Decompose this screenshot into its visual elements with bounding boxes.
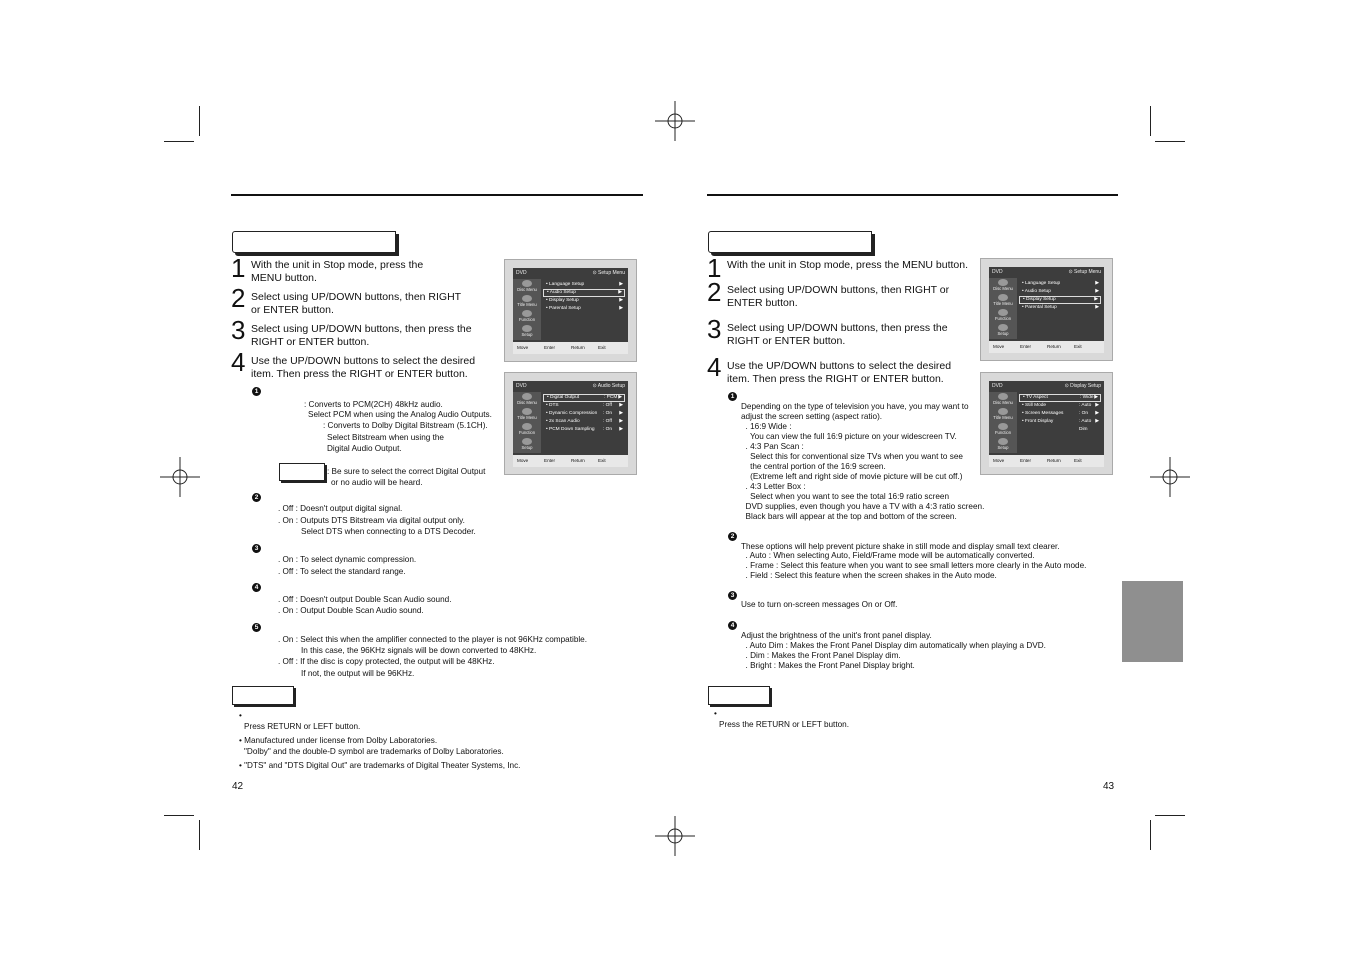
item-marker: 2 (728, 532, 737, 541)
item-line: Digital Audio Output. (327, 444, 402, 453)
menu-row (543, 305, 625, 313)
step-text: Select using UP/DOWN buttons, then RIGHT or ENTER button. (727, 284, 950, 309)
footer-hint: Return (1047, 458, 1061, 463)
header-rule-left (231, 194, 643, 196)
item-line: (Extreme left and right side of movie picture will be cut off.) (741, 472, 963, 481)
menu-row (543, 402, 625, 410)
sidebar-menu-label: Function (994, 430, 1012, 435)
sidebar-menu-item (515, 423, 539, 437)
disc-icon (522, 393, 532, 400)
screen-header (989, 267, 1104, 278)
sidebar-menu-item (991, 309, 1015, 323)
arrow-right-icon: ▶ (619, 282, 623, 287)
footer-hint: Move (993, 458, 1005, 463)
screen-footer (989, 455, 1104, 467)
chapter-tab (1122, 581, 1183, 662)
arrow-right-icon: ▶ (618, 395, 622, 400)
step-number: 2 (707, 277, 722, 307)
menu-row-value: : Auto (1079, 403, 1092, 408)
footer-hint: Move (993, 344, 1005, 349)
step-number: 4 (707, 352, 722, 382)
item-line: Depending on the type of television you have, you may want to (741, 402, 969, 411)
item-line: Select this for conventional size TVs when you want to see (741, 452, 963, 461)
registration-target-icon (655, 101, 695, 141)
sidebar-menu-label: Title Menu (993, 301, 1013, 306)
menu-row (1019, 288, 1101, 296)
arrow-right-icon: ▶ (619, 298, 623, 303)
crop-mark (199, 820, 200, 850)
disc-icon (522, 438, 532, 445)
arrow-right-icon: ▶ (618, 290, 622, 295)
disc-icon (998, 408, 1008, 415)
footer-hint: Exit (598, 345, 606, 350)
disc-icon (998, 309, 1008, 316)
screen-brand: DVD (992, 269, 1003, 275)
disc-icon (998, 438, 1008, 445)
section-title-tab (232, 231, 396, 253)
menu-row (1019, 418, 1101, 432)
note-line: Press RETURN or LEFT button. (244, 722, 361, 731)
crop-mark (1155, 141, 1185, 142)
sidebar-menu-label: Setup (521, 445, 533, 450)
menu-row-label: • Audio Setup (1022, 289, 1051, 294)
footer-hint: Exit (1074, 458, 1082, 463)
screen-menu-list (1019, 280, 1103, 338)
disc-icon (522, 310, 532, 317)
screen-title: ⊙ Setup Menu (592, 270, 625, 276)
item-line: You can view the full 16:9 picture on your widescreen TV. (741, 432, 957, 441)
sidebar-menu-label: Disc Menu (993, 286, 1013, 291)
sidebar-menu-item (515, 280, 539, 294)
step-number: 2 (231, 283, 246, 313)
screen-header (989, 381, 1104, 392)
screen-footer (513, 342, 628, 354)
page-number: 43 (1103, 781, 1115, 792)
menu-row (543, 289, 625, 297)
footer-hint: Return (571, 345, 585, 350)
registration-target-icon (160, 457, 200, 497)
crop-mark (1150, 106, 1151, 136)
crop-mark (164, 815, 194, 816)
item-line: Select Bitstream when using the (327, 433, 444, 442)
item-line: . Auto Dim : Makes the Front Panel Display dim automatically when playing a DVD. (741, 641, 1046, 650)
note-line: "Dolby" and the double-D symbol are trademarks of Dolby Laboratories. (244, 747, 504, 756)
arrow-right-icon: ▶ (1095, 305, 1099, 310)
tv-screen (513, 381, 628, 467)
caution-box (279, 463, 325, 481)
sidebar-menu-label: Setup (997, 331, 1009, 336)
step-number: 1 (231, 253, 246, 283)
item-line: . Frame : Select this feature when you want to see small letters more clearly in the Auto mode. (741, 561, 1087, 570)
screen-brand: DVD (516, 383, 527, 389)
menu-row-value: : On (603, 427, 613, 432)
sidebar-menu-label: Setup (997, 445, 1009, 450)
menu-row-value: : Wide (1080, 395, 1094, 400)
item-marker: 1 (728, 392, 737, 401)
item-marker: 1 (252, 387, 261, 396)
screen-menu-list (1019, 394, 1103, 452)
menu-row-label: • Front Display (1022, 419, 1054, 424)
menu-row (543, 410, 625, 418)
step-text: With the unit in Stop mode, press the MENU button. (727, 259, 969, 271)
sidebar-menu-label: Title Menu (993, 415, 1013, 420)
menu-row-value: : PCM (604, 395, 618, 400)
registration-target-icon (655, 816, 695, 856)
item-line: . Off : Doesn't output digital signal. (278, 504, 403, 513)
crop-mark (1150, 820, 1151, 850)
menu-row-label: • Parental Setup (546, 306, 581, 311)
sidebar-menu-item (991, 324, 1015, 338)
menu-row (1019, 280, 1101, 288)
screen-title: ⊙ Audio Setup (592, 383, 625, 389)
display-setup-screen (980, 372, 1113, 475)
step-number: 3 (707, 314, 722, 344)
item-line: Select PCM when using the Analog Audio Outputs. (308, 410, 492, 419)
sidebar-menu-item (515, 438, 539, 452)
item-line: DVD supplies, even though you have a TV with a 4:3 ratio screen. (741, 502, 985, 511)
disc-icon (522, 408, 532, 415)
sidebar-menu-label: Disc Menu (517, 287, 537, 292)
page-number: 42 (232, 781, 244, 792)
menu-row-label: • Audio Setup (547, 290, 576, 295)
step-text: Select using UP/DOWN buttons, then press the RIGHT or ENTER button. (727, 322, 948, 347)
disc-icon (998, 393, 1008, 400)
menu-row (1019, 394, 1101, 402)
footer-hint: Exit (598, 458, 606, 463)
screen-footer (513, 455, 628, 467)
item-line: These options will help prevent picture shake in still mode and display small text clearer. (741, 542, 1060, 551)
menu-row (543, 394, 625, 402)
step-number: 4 (231, 347, 246, 377)
caution-text: or no audio will be heard. (331, 478, 423, 487)
footer-hint: Enter (544, 345, 555, 350)
disc-icon (998, 423, 1008, 430)
menu-row-label: • Display Setup (546, 298, 579, 303)
menu-row-value: : Off (603, 419, 612, 424)
arrow-right-icon: ▶ (1094, 395, 1098, 400)
arrow-right-icon: ▶ (619, 411, 623, 416)
menu-row (1019, 410, 1101, 418)
step-text: Use the UP/DOWN buttons to select the desired item. Then press the RIGHT or ENTER button. (251, 355, 476, 380)
arrow-right-icon: ▶ (1094, 297, 1098, 302)
menu-row (1019, 296, 1101, 304)
footer-hint: Return (571, 458, 585, 463)
item-line: . On : Outputs DTS Bitstream via digital output only. (278, 516, 465, 525)
note-line: • Manufactured under license from Dolby Laboratories. (239, 736, 438, 745)
disc-icon (522, 325, 532, 332)
step-number: 1 (707, 253, 722, 283)
arrow-right-icon: ▶ (619, 419, 623, 424)
item-line: the central portion of the 16:9 screen. (741, 462, 886, 471)
item-line: . 4:3 Letter Box : (741, 482, 806, 491)
item-marker: 4 (728, 621, 737, 630)
footer-hint: Enter (1020, 458, 1031, 463)
sidebar-menu-label: Function (518, 317, 536, 322)
item-line: Select when you want to see the total 16:9 ratio screen (741, 492, 949, 501)
disc-icon (998, 324, 1008, 331)
note-box (708, 686, 770, 705)
screen-title: ⊙ Display Setup (1064, 383, 1101, 389)
arrow-right-icon: ▶ (1095, 289, 1099, 294)
sidebar-menu-item (515, 310, 539, 324)
arrow-right-icon: ▶ (619, 427, 623, 432)
sidebar-menu-item (991, 438, 1015, 452)
item-marker: 2 (252, 493, 261, 502)
screen-brand: DVD (992, 383, 1003, 389)
crop-mark (199, 106, 200, 136)
disc-icon (522, 280, 532, 287)
menu-row (1019, 304, 1101, 312)
disc-icon (522, 423, 532, 430)
menu-row-label: • Language Setup (546, 282, 585, 287)
menu-row-value: : Off (603, 403, 612, 408)
arrow-right-icon: ▶ (1095, 419, 1099, 424)
item-line: adjust the screen setting (aspect ratio). (741, 412, 883, 421)
footer-hint: Move (517, 345, 529, 350)
footer-hint: Enter (1020, 344, 1031, 349)
screen-title: ⊙ Setup Menu (1068, 269, 1101, 275)
item-line: If not, the output will be 96KHz. (301, 669, 415, 678)
note-line: Press the RETURN or LEFT button. (719, 720, 849, 729)
step-text: Use the UP/DOWN buttons to select the desired item. Then press the RIGHT or ENTER button. (727, 360, 952, 385)
arrow-right-icon: ▶ (1095, 281, 1099, 286)
tv-screen (989, 381, 1104, 467)
menu-row-label: • Still Mode (1022, 403, 1047, 408)
sidebar-menu-item (515, 408, 539, 422)
registration-target-icon (1150, 457, 1190, 497)
screen-menu-list (543, 394, 627, 452)
item-line: . On : Output Double Scan Audio sound. (278, 606, 424, 615)
sidebar-menu-item (515, 325, 539, 339)
screen-brand: DVD (516, 270, 527, 276)
sidebar-menu-label: Disc Menu (993, 400, 1013, 405)
step-text: With the unit in Stop mode, press the MENU button. (251, 259, 424, 284)
sidebar-menu-label: Title Menu (517, 302, 537, 307)
screen-header (513, 381, 628, 392)
footer-hint: Exit (1074, 344, 1082, 349)
item-line: . On : To select dynamic compression. (278, 555, 417, 564)
item-line: Adjust the brightness of the unit's front panel display. (741, 631, 932, 640)
note-box (232, 686, 294, 705)
item-line: Select DTS when connecting to a DTS Decoder. (301, 527, 476, 536)
screen-sidebar (513, 392, 541, 453)
crop-mark (1155, 815, 1185, 816)
screen-sidebar (513, 279, 541, 340)
note-line: • (239, 711, 242, 720)
menu-row-label: • 2x Scan Audio (546, 419, 580, 424)
item-line: . Off : Doesn't output Double Scan Audio sound. (278, 595, 452, 604)
disc-icon (998, 294, 1008, 301)
screen-sidebar (989, 278, 1017, 339)
item-line: : Converts to Dolby Digital Bitstream (5.1CH). (323, 421, 488, 430)
item-line: . 16:9 Wide : (741, 422, 792, 431)
sidebar-menu-item (991, 408, 1015, 422)
item-line: . 4:3 Pan Scan : (741, 442, 804, 451)
caution-text: : Be sure to select the correct Digital Output (327, 467, 486, 476)
item-line: . Auto : When selecting Auto, Field/Frame mode will be automatically converted. (741, 551, 1035, 560)
item-line: In this case, the 96KHz signals will be down converted to 48KHz. (301, 646, 537, 655)
footer-hint: Move (517, 458, 529, 463)
menu-row-label: • TV Aspect (1023, 395, 1048, 400)
step-number: 3 (231, 315, 246, 345)
item-line: . Off : If the disc is copy protected, the output will be 48KHz. (278, 657, 495, 666)
crop-mark (164, 141, 194, 142)
sidebar-menu-item (991, 423, 1015, 437)
item-line: Use to turn on-screen messages On or Off. (741, 600, 898, 609)
sidebar-menu-label: Function (994, 316, 1012, 321)
menu-row (543, 281, 625, 289)
tv-screen (513, 268, 628, 354)
item-marker: 3 (252, 544, 261, 553)
header-rule-right (707, 194, 1118, 196)
arrow-right-icon: ▶ (1095, 411, 1099, 416)
item-marker: 3 (728, 591, 737, 600)
screen-footer (989, 341, 1104, 353)
sidebar-menu-item (991, 279, 1015, 293)
menu-row-value: : On (1079, 411, 1089, 416)
item-line: . On : Select this when the amplifier connected to the player is not 96KHz compatible. (278, 635, 588, 644)
menu-row-label: • Dynamic Compression (546, 411, 598, 416)
sidebar-menu-item (515, 295, 539, 309)
sidebar-menu-label: Title Menu (517, 415, 537, 420)
menu-row-value: : Auto Dim (1079, 419, 1092, 432)
sidebar-menu-label: Setup (521, 332, 533, 337)
screen-sidebar (989, 392, 1017, 453)
setup-menu-screen (504, 259, 637, 362)
item-line: . Field : Select this feature when the screen shakes in the Auto mode. (741, 571, 997, 580)
footer-hint: Enter (544, 458, 555, 463)
menu-row (1019, 402, 1101, 410)
section-title-tab (708, 231, 872, 253)
menu-row (543, 297, 625, 305)
arrow-right-icon: ▶ (619, 306, 623, 311)
disc-icon (998, 279, 1008, 286)
tv-screen (989, 267, 1104, 353)
note-line: • (714, 709, 717, 718)
footer-hint: Return (1047, 344, 1061, 349)
menu-row-label: • Language Setup (1022, 281, 1061, 286)
step-text: Select using UP/DOWN buttons, then RIGHT or ENTER button. (251, 291, 461, 316)
sidebar-menu-label: Function (518, 430, 536, 435)
menu-row-label: • Digital Output (547, 395, 580, 400)
item-line: . Bright : Makes the Front Panel Display bright. (741, 661, 915, 670)
menu-row-label: • Screen Messages (1022, 411, 1064, 416)
menu-row-label: • Parental Setup (1022, 305, 1057, 310)
item-marker: 4 (252, 583, 261, 592)
sidebar-menu-item (991, 294, 1015, 308)
item-line: : Converts to PCM(2CH) 48kHz audio. (304, 400, 443, 409)
audio-setup-screen (504, 372, 637, 475)
item-line: Black bars will appear at the top and bottom of the screen. (741, 512, 957, 521)
step-text: Select using UP/DOWN buttons, then press the RIGHT or ENTER button. (251, 323, 472, 348)
item-line: . Off : To select the standard range. (278, 567, 406, 576)
item-line: . Dim : Makes the Front Panel Display dim. (741, 651, 901, 660)
setup-menu-screen (980, 258, 1113, 361)
menu-row-value: : On (603, 411, 613, 416)
sidebar-menu-item (515, 393, 539, 407)
menu-row-label: • Display Setup (1023, 297, 1056, 302)
note-line: • "DTS" and "DTS Digital Out" are trademarks of Digital Theater Systems, Inc. (239, 761, 521, 770)
sidebar-menu-label: Disc Menu (517, 400, 537, 405)
sidebar-menu-item (991, 393, 1015, 407)
menu-row-label: • PCM Down Sampling (546, 427, 595, 432)
item-marker: 5 (252, 623, 261, 632)
screen-menu-list (543, 281, 627, 339)
disc-icon (522, 295, 532, 302)
menu-row-label: • DTS (546, 403, 559, 408)
menu-row (543, 426, 625, 434)
arrow-right-icon: ▶ (619, 403, 623, 408)
arrow-right-icon: ▶ (1095, 403, 1099, 408)
menu-row (543, 418, 625, 426)
screen-header (513, 268, 628, 279)
